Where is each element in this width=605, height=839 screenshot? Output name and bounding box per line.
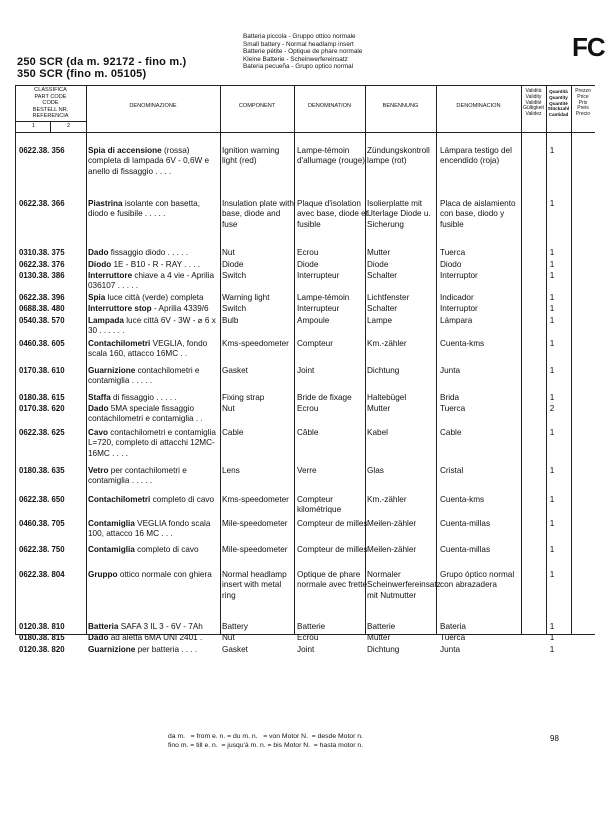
description-es: Tuerca xyxy=(440,404,466,413)
part-code: 0688.38. 480 xyxy=(19,304,65,313)
description-en: Lens xyxy=(222,466,240,475)
col-head-validity-line: Validity xyxy=(525,93,542,100)
col-head-code-line: CODE xyxy=(42,100,59,107)
description-it xyxy=(88,248,221,258)
quantity: 1 xyxy=(549,466,555,475)
quantity: 1 xyxy=(549,304,555,313)
quantity: 1 xyxy=(549,495,555,504)
col-head-price-line: Prezzo xyxy=(575,88,591,94)
description-fr: Batterie xyxy=(297,622,326,631)
description-es: Cuenta-kms xyxy=(440,339,485,348)
quantity: 1 xyxy=(549,633,555,642)
description-en: Switch xyxy=(222,304,247,313)
quantity: 1 xyxy=(549,366,555,375)
col-head-fr: DENOMINATION xyxy=(307,103,352,109)
description-it-rest: (rossa) completa di lampada 6V - 0,6W e anello di fissaggio . . . . xyxy=(88,146,210,176)
part-code: 0310.38. 375 xyxy=(19,248,65,257)
description-en: Diode xyxy=(222,260,244,269)
description-es: Bateria xyxy=(440,622,466,631)
description-de: Normaler Scheinwerfereinsatz mit Nutmutter xyxy=(367,570,441,600)
description-fr: Lampe-témoin d'allumage (rouge) xyxy=(297,146,366,166)
description-it xyxy=(88,633,221,643)
col-head-code-line: BESTELL NR. xyxy=(32,106,69,113)
col-head-qty-line: Quantità xyxy=(549,89,568,94)
description-en: Gasket xyxy=(222,366,248,375)
col-head-price-line: Precio xyxy=(575,111,591,118)
description-de: Schalter xyxy=(367,271,398,280)
description-it xyxy=(88,199,221,220)
quantity: 1 xyxy=(549,339,555,348)
part-code: 0460.38. 605 xyxy=(19,339,65,348)
description-es: Interruptor xyxy=(440,271,478,280)
description-it xyxy=(88,495,221,505)
part-code: 0622.38. 650 xyxy=(19,495,65,504)
description-en: Mile-speedometer xyxy=(222,519,288,528)
description-it-rest: SAFA 3 IL 3 - 6V - 7Ah xyxy=(118,622,203,631)
subtitle-it: Batteria piccola - Gruppo ottico normale xyxy=(243,33,356,40)
description-it-rest: completo di cavo xyxy=(134,545,199,554)
col-head-price-line: Prix xyxy=(578,99,588,106)
part-code: 0130.38. 386 xyxy=(19,271,65,280)
part-code: 0622.38. 396 xyxy=(19,293,65,302)
description-en: Kms-speedometer xyxy=(222,339,289,348)
col-head-code-line: CLASSIFICA xyxy=(34,87,67,93)
quantity: 1 xyxy=(549,570,555,579)
col-rule xyxy=(571,85,572,635)
description-it xyxy=(88,645,221,655)
description-it-keyword: Lampada xyxy=(88,316,124,325)
description-it-keyword: Spia di accensione xyxy=(88,146,162,155)
quantity: 1 xyxy=(549,428,555,437)
description-it-keyword: Contachilometri xyxy=(88,495,151,504)
description-it-keyword: Interruttore xyxy=(88,271,133,280)
col-head-price xyxy=(571,89,595,118)
col-head-qty-line: Quantité xyxy=(549,100,568,106)
description-fr: Ampoule xyxy=(297,316,330,325)
description-it-keyword: Piastrina xyxy=(88,199,123,208)
description-it-rest: contachilometri e contamiglia . . . . . xyxy=(88,366,200,386)
description-it xyxy=(88,293,221,303)
col-head-validity-line: Gültigkeit xyxy=(523,105,544,112)
col-rule xyxy=(15,85,16,635)
description-it-rest: ottico normale con ghiera xyxy=(117,570,212,579)
description-it xyxy=(88,622,221,632)
description-es: Cuenta-millas xyxy=(440,545,491,554)
description-it xyxy=(88,339,221,360)
subtitles xyxy=(243,33,362,71)
description-en: Kms-speedometer xyxy=(222,495,289,504)
description-es: Placa de aislamiento con base, diodo y fusible xyxy=(440,199,516,229)
col-head-validity xyxy=(521,89,546,118)
col-rule xyxy=(521,85,522,635)
description-en: Battery xyxy=(222,622,248,631)
part-code: 0622.38. 750 xyxy=(19,545,65,554)
description-de: Isolierplatte mit Uterlage Diode u. Sicherung xyxy=(367,199,431,229)
description-es: Cuenta-millas xyxy=(440,519,491,528)
footer-line-1: da m. = from e. n. = du m. n. = von Motor N. = desde Motor n. xyxy=(168,733,363,740)
description-it xyxy=(88,545,221,555)
description-it-keyword: Gruppo xyxy=(88,570,118,579)
description-fr: Plaque d'isolation avec base, diode et fusible xyxy=(297,199,369,229)
quantity: 2 xyxy=(549,404,555,413)
col-head-it: DENOMINAZIONE xyxy=(129,103,177,109)
description-en: Mile-speedometer xyxy=(222,545,288,554)
description-es: Lámpara testigo del encendido (roja) xyxy=(440,146,512,166)
quantity: 1 xyxy=(549,293,555,302)
description-it-keyword: Dado xyxy=(88,248,109,257)
description-en: Switch xyxy=(222,271,247,280)
description-de: Km.-zähler xyxy=(367,339,407,348)
quantity: 1 xyxy=(549,146,555,155)
description-de: Meilen-zähler xyxy=(367,545,417,554)
description-de: Glas xyxy=(367,466,384,475)
parts-table xyxy=(15,85,595,654)
part-code: 0180.38. 815 xyxy=(19,633,65,642)
part-code: 0622.38. 356 xyxy=(19,146,65,155)
description-fr: Ecrou xyxy=(297,633,319,642)
part-code: 0180.38. 635 xyxy=(19,466,65,475)
description-fr: Compteur de milles xyxy=(297,519,368,528)
description-en: Insulation plate with base, diode and fuse xyxy=(222,199,294,229)
part-code: 0622.38. 366 xyxy=(19,199,65,208)
description-fr: Compteur kilométrique xyxy=(297,495,342,515)
description-es: Grupo óptico normal con abrazadera xyxy=(440,570,515,590)
quantity: 1 xyxy=(549,393,555,402)
part-code: 0120.38. 820 xyxy=(19,645,65,654)
description-fr: Interrupteur xyxy=(297,304,340,313)
description-de: Zündungskontroll lampe (rot) xyxy=(367,146,430,166)
description-it-keyword: Contamiglia xyxy=(88,519,135,528)
description-it-rest: chiave a 4 vie - Aprilia 036107 . . . . . xyxy=(88,271,215,291)
description-es: Junta xyxy=(440,645,461,654)
description-es: Lámpara xyxy=(440,316,473,325)
description-it xyxy=(88,146,221,177)
description-de: Meilen-zähler xyxy=(367,519,417,528)
description-de: Km.-zähler xyxy=(367,495,407,504)
col-head-es: DENOMINACION xyxy=(456,103,501,109)
quantity: 1 xyxy=(549,260,555,269)
col-head-price-line: Price xyxy=(577,93,589,100)
description-it-rest: completo di cavo xyxy=(150,495,215,504)
description-fr: Lampe-témoin xyxy=(297,293,350,302)
description-de: Diode xyxy=(367,260,389,269)
description-it xyxy=(88,466,221,487)
description-es: Diodo xyxy=(440,260,462,269)
description-it xyxy=(88,260,221,270)
description-de: Schalter xyxy=(367,304,398,313)
quantity: 1 xyxy=(549,271,555,280)
description-it-rest: fissaggio diodo . . . . . xyxy=(108,248,189,257)
part-code: 0622.38. 376 xyxy=(19,260,65,269)
description-it-keyword: Guarnizione xyxy=(88,366,136,375)
description-it xyxy=(88,428,221,459)
footer-line-2: fino m. = till e. n. = jusqu'à m. n. = bis Motor N. = hasta motor n. xyxy=(168,742,364,749)
description-es: Brida xyxy=(440,393,460,402)
header-rule xyxy=(15,132,595,133)
description-it xyxy=(88,570,221,580)
description-it xyxy=(88,519,221,540)
description-it-rest: - Aprilia 4339/6 xyxy=(151,304,209,313)
description-de: Dichtung xyxy=(367,366,400,375)
part-code: 0460.38. 705 xyxy=(19,519,65,528)
description-it xyxy=(88,304,221,314)
description-es: Tuerca xyxy=(440,633,466,642)
col-head-code-sub1: 1 xyxy=(31,123,36,129)
description-it-rest: contachilometri e contamiglia L=720, completo di attacchi 12MC-16MC . . . . xyxy=(88,428,216,458)
description-es: Cristal xyxy=(440,466,464,475)
part-code: 0622.38. 804 xyxy=(19,570,65,579)
description-de: Haltebügel xyxy=(367,393,407,402)
description-it-keyword: Contamiglia xyxy=(88,545,135,554)
description-fr: Bride de fixage xyxy=(297,393,352,402)
description-it-rest: VEGLIA, fondo scala 160, attacco 16MC . . xyxy=(88,339,208,359)
col-head-validity-line: Validità xyxy=(525,88,542,94)
quantity: 1 xyxy=(549,199,555,208)
description-it-keyword: Dado xyxy=(88,633,109,642)
description-fr: Joint xyxy=(297,366,315,375)
quantity: 1 xyxy=(549,316,555,325)
description-de: Dichtung xyxy=(367,645,400,654)
description-it-rest: di fissaggio . . . . . xyxy=(110,393,177,402)
col-rule xyxy=(294,85,295,635)
col-head-validity-line: Validité xyxy=(525,99,542,106)
subtitle-de: Kleine Batterie - Scheinwerfereinsatz xyxy=(243,55,348,63)
part-code: 0120.38. 810 xyxy=(19,622,65,631)
quantity: 1 xyxy=(549,545,555,554)
description-it-keyword: Contachilometri xyxy=(88,339,151,348)
description-it-keyword: Dado xyxy=(88,404,109,413)
description-de: Mutter xyxy=(367,248,391,257)
quantity: 1 xyxy=(549,519,555,528)
description-it-rest: 5MA speciale fissaggio contachilometri e contamiglia . . xyxy=(88,404,203,424)
description-it-rest: isolante con basetta, diodo e fusibile . . . . . xyxy=(88,199,200,219)
description-it-keyword: Staffa xyxy=(88,393,111,402)
description-fr: Compteur xyxy=(297,339,333,348)
description-it-rest: ad aletta 6MA UNI 2401 . xyxy=(108,633,203,642)
description-it-rest: luce città (verde) completa xyxy=(105,293,204,302)
description-it xyxy=(88,404,221,425)
col-head-price-line: Preis xyxy=(577,105,589,112)
description-it-rest: VEGLIA fondo scala 100, attacco 16 MC . . . xyxy=(88,519,211,539)
section-code: FC xyxy=(572,32,605,62)
description-fr: Optique de phare normale avec frette xyxy=(297,570,368,590)
col-head-qty xyxy=(546,89,571,118)
description-fr: Câble xyxy=(297,428,319,437)
description-de: Lichtfenster xyxy=(367,293,410,302)
part-code: 0180.38. 615 xyxy=(19,393,65,402)
description-it-keyword: Guarnizione xyxy=(88,645,136,654)
page-number: 98 xyxy=(550,734,559,743)
table-top-rule xyxy=(15,85,595,86)
quantity: 1 xyxy=(549,248,555,257)
description-fr: Interrupteur xyxy=(297,271,340,280)
description-it xyxy=(88,271,221,292)
part-code: 0540.38. 570 xyxy=(19,316,65,325)
model-title-250: 250 SCR (da m. 92172 - fino m.) xyxy=(17,56,187,68)
description-en: Fixing strap xyxy=(222,393,265,402)
col-head-qty-line: Cantidad xyxy=(548,112,569,118)
model-title-350: 350 SCR (fino m. 05105) xyxy=(17,68,147,80)
description-de: Lampe xyxy=(367,316,393,325)
col-head-validity-line: Validez xyxy=(525,111,542,118)
description-en: Nut xyxy=(222,404,235,413)
description-es: Junta xyxy=(440,366,461,375)
description-de: Batterie xyxy=(367,622,396,631)
description-en: Warning light xyxy=(222,293,270,302)
description-fr: Compteur de milles xyxy=(297,545,368,554)
quantity: 1 xyxy=(549,622,555,631)
col-head-de: BENENNUNG xyxy=(382,103,419,109)
description-fr: Joint xyxy=(297,645,315,654)
description-en: Ignition warning light (red) xyxy=(222,146,280,166)
description-it-keyword: Interruttore stop xyxy=(88,304,152,313)
description-it-keyword: Cavo xyxy=(88,428,109,437)
description-es: Cable xyxy=(440,428,462,437)
part-code: 0170.38. 610 xyxy=(19,366,65,375)
description-en: Nut xyxy=(222,633,235,642)
description-it-rest: per contachilometri e contamiglia . . . . . xyxy=(88,466,187,486)
col-head-code xyxy=(16,87,85,120)
col-head-qty-line: Stückzahl xyxy=(547,106,570,112)
description-fr: Diode xyxy=(297,260,319,269)
description-es: Indicador xyxy=(440,293,474,302)
description-en: Normal headlamp insert with metal ring xyxy=(222,570,287,600)
part-code: 0622.38. 625 xyxy=(19,428,65,437)
col-head-code-line: REFERENCIA xyxy=(32,113,69,120)
description-it-rest: luce città 6V - 3W - ⌀ 6 x 30 . . . . . . xyxy=(88,316,216,336)
col-rule xyxy=(436,85,437,635)
description-it xyxy=(88,316,221,337)
description-de: Kabel xyxy=(367,428,388,437)
description-es: Tuerca xyxy=(440,248,466,257)
col-head-qty-line: Quantity xyxy=(549,94,568,100)
description-de: Mutter xyxy=(367,633,391,642)
subtitle-fr: Batterie pétite - Optique de phare normale xyxy=(243,48,363,56)
part-code: 0170.38. 620 xyxy=(19,404,65,413)
description-de: Mutter xyxy=(367,404,391,413)
col-head-code-sub2: 2 xyxy=(66,123,71,129)
description-it-keyword: Vetro xyxy=(88,466,109,475)
description-en: Gasket xyxy=(222,645,248,654)
subtitle-en: Small battery - Normal headlamp insert xyxy=(243,40,354,48)
description-en: Cable xyxy=(222,428,244,437)
description-fr: Verre xyxy=(297,466,317,475)
description-en: Nut xyxy=(222,248,235,257)
quantity: 1 xyxy=(549,645,555,654)
description-it-keyword: Batteria xyxy=(88,622,119,631)
description-it-rest: per batteria . . . . xyxy=(135,645,198,654)
description-it xyxy=(88,393,221,403)
col-head-en: COMPONENT xyxy=(238,103,276,109)
description-fr: Ecrou xyxy=(297,404,319,413)
description-fr: Ecrou xyxy=(297,248,319,257)
description-en: Bulb xyxy=(222,316,239,325)
description-it-keyword: Spia xyxy=(88,293,106,302)
col-head-code-line: PART CODE xyxy=(34,93,67,100)
subtitle-es: Bateria pecueña - Grupo optico normal xyxy=(243,63,354,71)
description-es: Cuenta-kms xyxy=(440,495,485,504)
description-it-rest: 1E - B10 - R - RAY . . . . xyxy=(111,260,201,269)
description-es: Interruptor xyxy=(440,304,478,313)
description-it xyxy=(88,366,221,387)
description-it-keyword: Diodo xyxy=(88,260,112,269)
